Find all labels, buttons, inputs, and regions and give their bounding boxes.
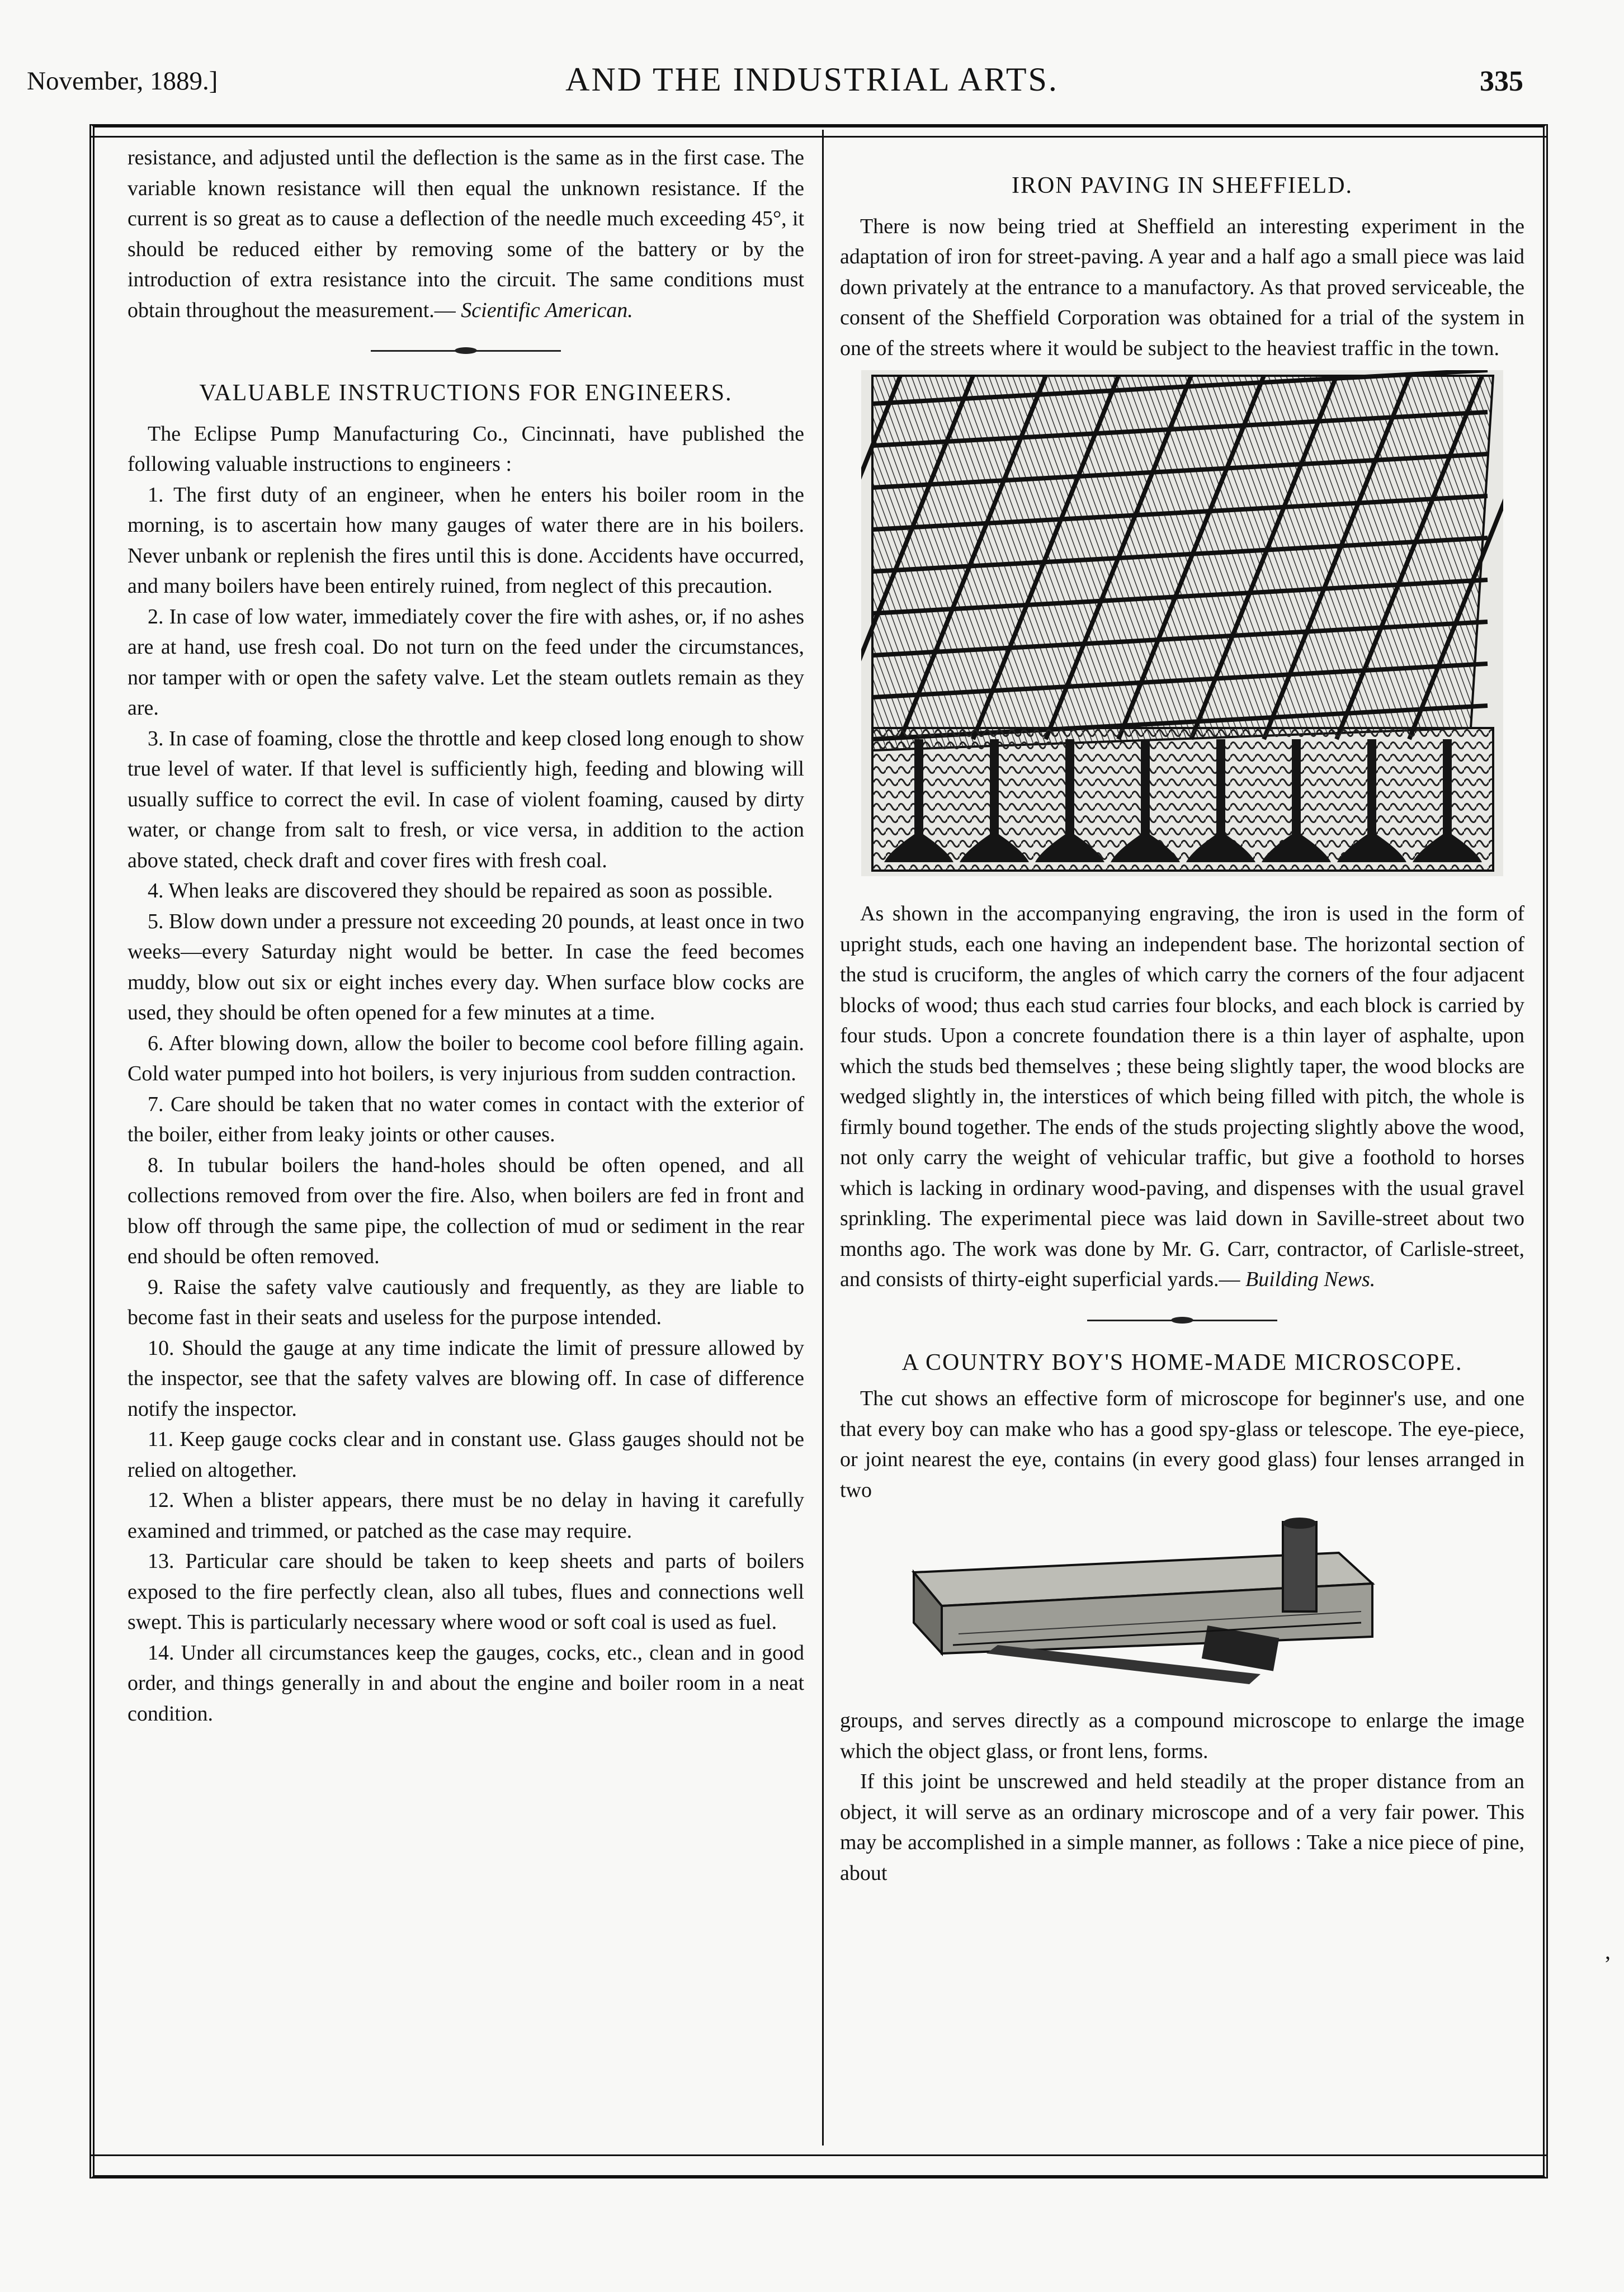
list-item: 9. Raise the safety valve cautiously and frequently, as they are liable to become fast in their seats and useless for the purpose intended.: [128, 1275, 804, 1329]
source-citation: Building News.: [1245, 1268, 1376, 1291]
paragraph: There is now being tried at Sheffield an interesting experiment in the adaptation of iron for street-paving. A year and a half ago a small piece was laid down privately at the entrance to a manufactory. As that proved serviceable, the consent of the Sheffield Corporation was obtained for a trial of the system in one of the streets where it would be subject to the heaviest traffic in the town.: [840, 214, 1524, 360]
paragraph: The cut shows an effective form of microscope for beginner's use, and one that every boy can make who has a good spy-glass or telescope. The eye-piece, or joint nearest the eye, contains (in every good glass) four lenses arranged in two: [840, 1387, 1524, 1502]
article-title: VALUABLE INSTRUCTIONS FOR ENGINEERS.: [199, 380, 733, 406]
article-title: IRON PAVING IN SHEFFIELD.: [1011, 173, 1353, 199]
list-item: 2. In case of low water, immediately cover the fire with ashes, or, if no ashes are at hand, use fresh coal. Do not turn on the feed under the circumstances, nor tamper with or open the safety valve. Let the steam outlets remain as they are.: [128, 604, 804, 720]
top-rule: [89, 136, 1548, 138]
list-item: 10. Should the gauge at any time indicate the limit of pressure allowed by the inspector, see that the safety valves are blowing off. In case of difference notify the inspector.: [128, 1336, 804, 1421]
paragraph: As shown in the accompanying engraving, the iron is used in the form of upright studs, each one having an independent base. The horizontal section of the stud is cruciform, the angles of which carry the corners of the four adjacent blocks of wood; thus each stud carries four blocks, and each block is carried by four studs. Upon a concrete foundation there is a thin layer of asphalte, upon which the studs bed themselves ; these being slightly taper, the wood blocks are wedged slightly in, the interstices of which being filled with pitch, the whole is firmly bound together. The ends of the studs projecting slightly above the wood, not only carry the weight of vehicular traffic, but give a foothold to horses which is lacking in ordinary wood-paving, and dispenses with the usual gravel sprinkling. The experimental piece was laid down in Saville-street about two months ago. The work was done by Mr. G. Carr, contractor, of Carlisle-street, and consists of thirty-eight superficial yards.— Building News.: [840, 902, 1524, 1291]
list-item: 4. When leaks are discovered they should be repaired as soon as possible.: [148, 879, 773, 902]
bottom-rule: [89, 2154, 1548, 2156]
right-column: [840, 143, 1524, 1888]
section-ornament: [840, 1303, 1524, 1325]
margin-mark: ,: [1605, 1939, 1611, 1964]
instruction-list: [128, 480, 804, 1729]
list-item: 8. In tubular boilers the hand-holes should be often opened, and all collections removed from over the fire. Also, when boilers are fed in front and blow off through the same pipe, the collection of mud or sediment in the rear end should be often removed.: [128, 1153, 804, 1268]
paragraph: If this joint be unscrewed and held steadily at the proper distance from an object, it will serve as an ordinary microscope and of a very fair power. This may be accomplished in a simple manner, as follows : Take a nice piece of pine, about: [840, 1770, 1524, 1885]
journal-title: AND THE INDUSTRIAL ARTS.: [565, 61, 1059, 98]
page-number: 335: [1480, 65, 1523, 97]
list-item: 5. Blow down under a pressure not exceeding 20 pounds, at least once in two weeks—every Saturday night would be better. In case the feed becomes muddy, blow out six or eight inches every day. When surface blow cocks are used, they should be often opened for a few minutes at a time.: [128, 909, 804, 1024]
iron-paving-engraving: [861, 370, 1503, 876]
article-intro: The Eclipse Pump Manufacturing Co., Cincinnati, have published the following valuable instructions to engineers :: [128, 422, 804, 476]
continued-text: resistance, and adjusted until the deflection is the same as in the first case. The variable known resistance will then equal the unknown resistance. If the current is so great as to cause a deflection of the needle much exceeding 45°, it should be reduced either by removing some of the battery or by the introduction of extra resistance into the circuit. The same conditions must obtain throughout the measurement.— Scientific American.: [128, 146, 804, 322]
list-item: 1. The first duty of an engineer, when he enters his boiler room in the morning, is to ascertain how many gauges of water there are in his boilers. Never unbank or replenish the fires until this is done. Accidents have occurred, and many boilers have been entirely ruined, from neglect of this precaution.: [128, 483, 804, 598]
running-header: [0, 60, 1624, 105]
source-citation: Scientific American.: [461, 298, 633, 322]
list-item: 11. Keep gauge cocks clear and in constant use. Glass gauges should not be relied on altogether.: [128, 1428, 804, 1482]
microscope-engraving: [903, 1511, 1462, 1695]
list-item: 3. In case of foaming, close the throttle and keep closed long enough to show true level of water. If that level is sufficiently high, feeding and blowing will usually suffice to correct the evil. In case of violent foaming, caused by dirty water, or change from salt to fresh, or vice versa, in addition to the action above stated, check draft and cover fires with fresh coal.: [128, 726, 804, 872]
section-ornament: [128, 333, 804, 356]
left-column: [128, 143, 804, 1729]
article-title: A COUNTRY BOY'S HOME-MADE MICROSCOPE.: [901, 1349, 1463, 1376]
paragraph: groups, and serves directly as a compound microscope to enlarge the image which the object glass, or front lens, forms.: [840, 1709, 1524, 1763]
list-item: 7. Care should be taken that no water comes in contact with the exterior of the boiler, either from leaky joints or other causes.: [128, 1092, 804, 1146]
list-item: 13. Particular care should be taken to keep sheets and parts of boilers exposed to the fire perfectly clean, also all tubes, flues and connections well swept. This is particularly necessary where wood or soft coal is used as fuel.: [128, 1549, 804, 1634]
list-item: 6. After blowing down, allow the boiler to become cool before filling again. Cold water pumped into hot boilers, is very injurious from sudden contraction.: [128, 1031, 804, 1085]
column-divider: [822, 130, 824, 2145]
list-item: 14. Under all circumstances keep the gauges, cocks, etc., clean and in good order, and things generally in and about the engine and boiler room in a neat condition.: [128, 1641, 804, 1726]
issue-date: November, 1889.]: [27, 67, 218, 96]
list-item: 12. When a blister appears, there must be no delay in having it carefully examined and trimmed, or patched as the case may require.: [128, 1488, 804, 1543]
